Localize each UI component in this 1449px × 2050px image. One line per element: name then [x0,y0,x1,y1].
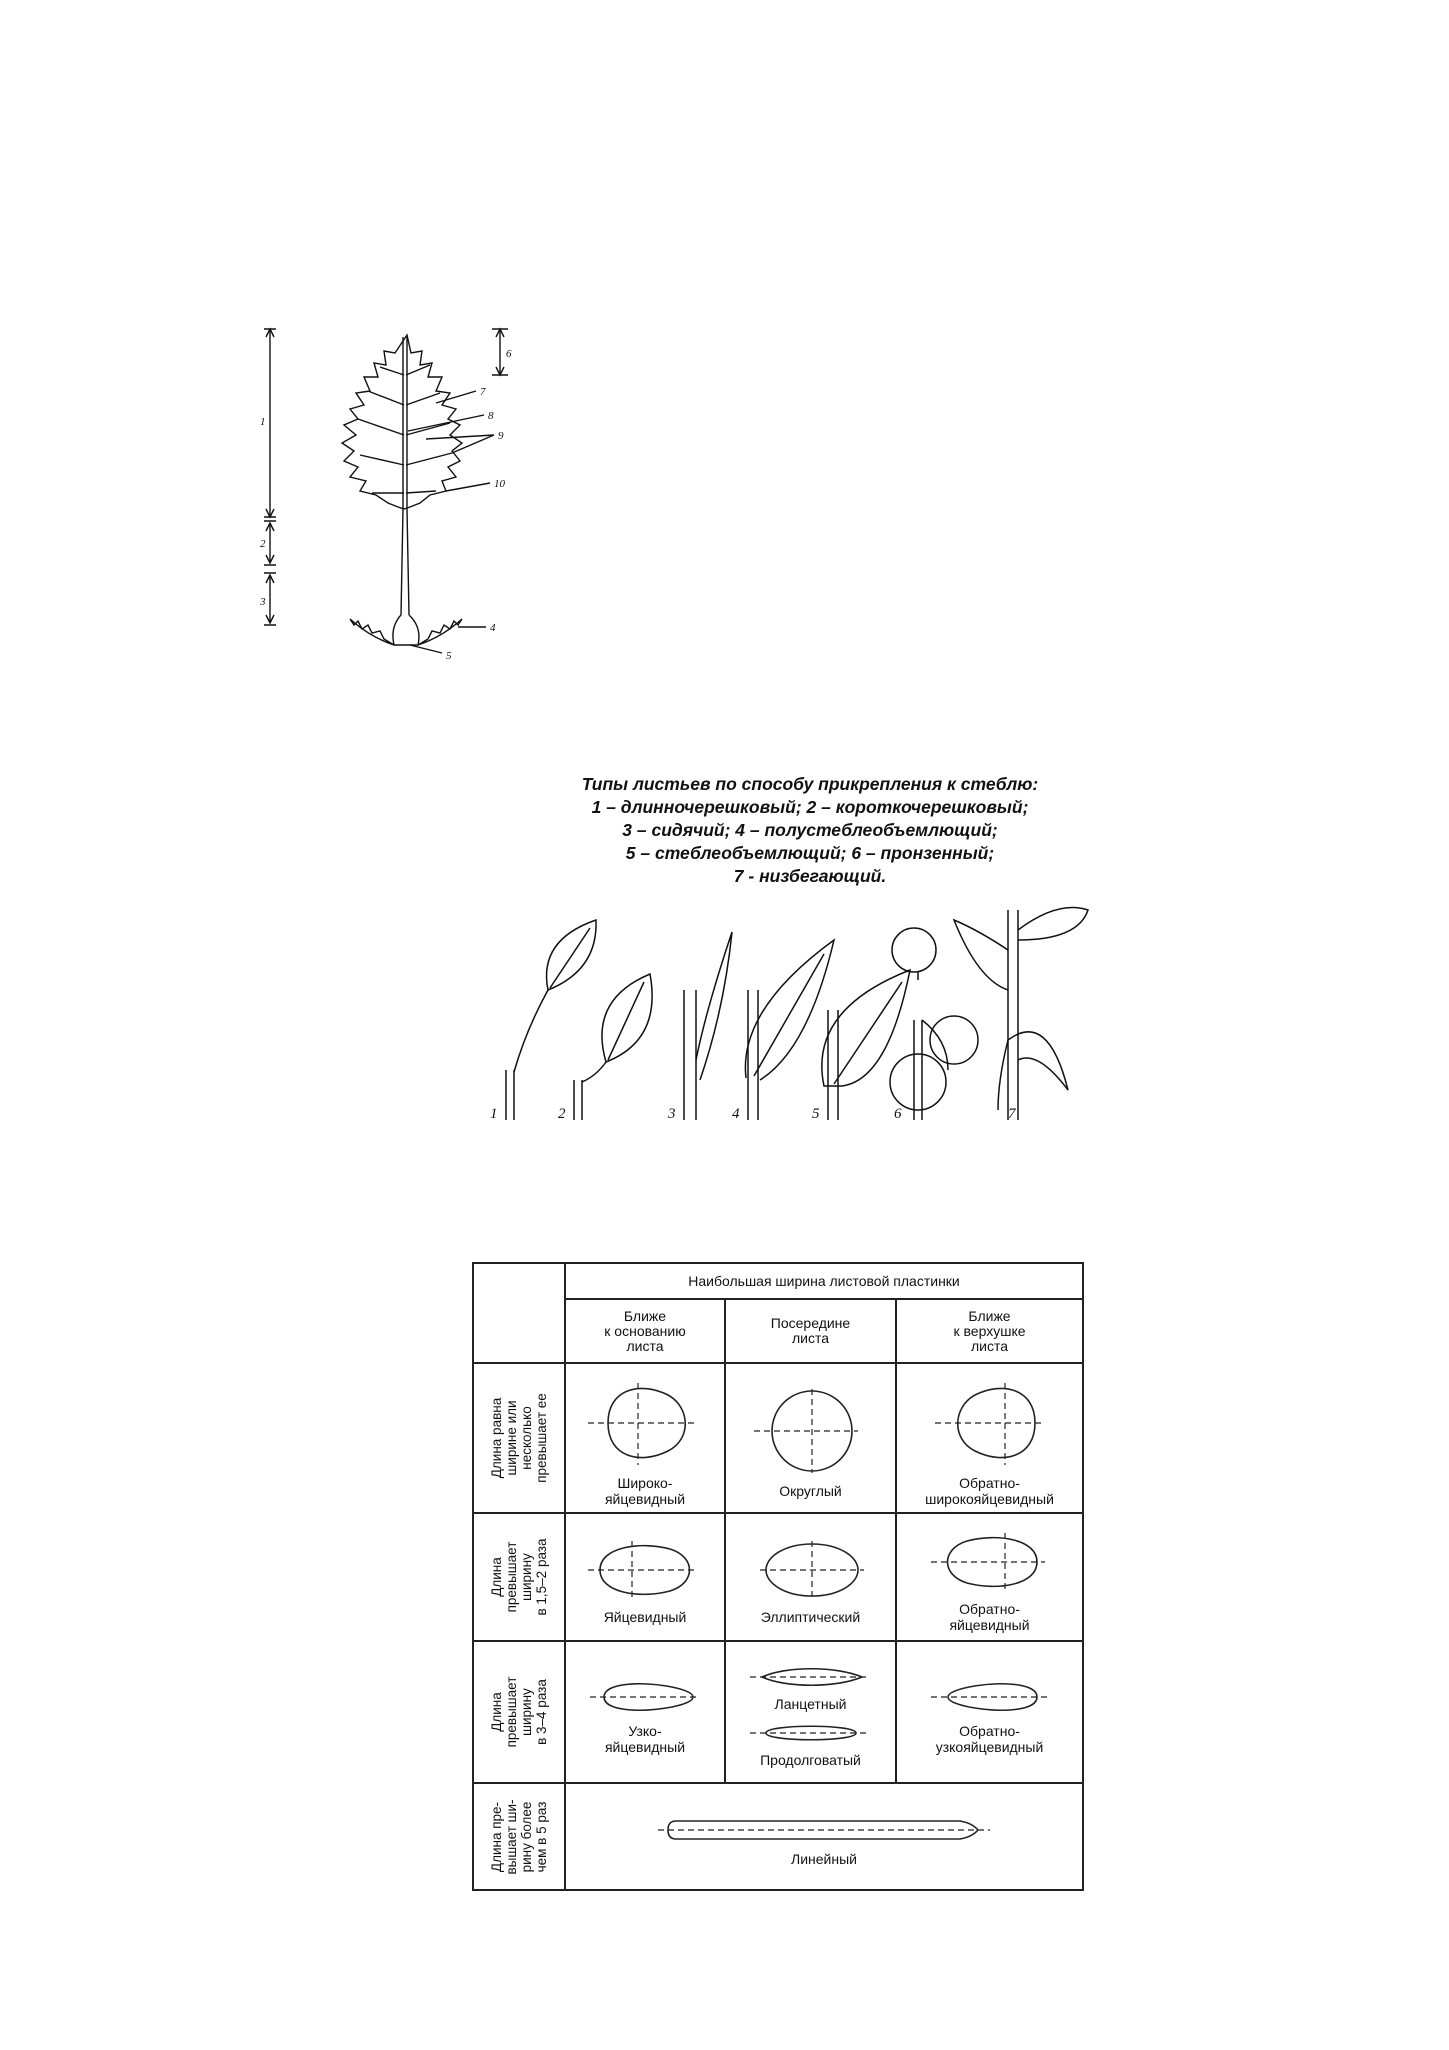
table-header: Наибольшая ширина листовой пластинки [565,1263,1083,1299]
label-3: 3 [260,596,266,608]
column-head-middle: Посередине листа [725,1299,896,1363]
shape-cell-round [725,1363,896,1513]
obovate-shape [925,1527,1055,1597]
row-head-3: Длина превышает ширину в 3–4 раза [473,1641,565,1783]
leaf-structure-diagram [230,315,560,695]
row-head-2: Длина превышает ширину в 1,5–2 раза [473,1513,565,1641]
shape-cell-lanceolate-oblong [725,1641,896,1783]
wide-ovate-shape [580,1375,710,1471]
round-shape [746,1383,876,1479]
label-1: 1 [260,416,266,428]
attach-num-7: 7 [1008,1106,1016,1122]
label-wide-ovate: Широко- яйцевидный [604,1475,686,1507]
label-5: 5 [446,650,452,662]
shape-cell-linear [565,1783,1083,1890]
attachment-types-caption [380,773,1240,888]
attach-num-5: 5 [812,1106,820,1122]
row-head-4: Длина пре- вышает ши- рину более чем в 5 раз [473,1783,565,1890]
attach-num-4: 4 [732,1106,740,1122]
column-head-tip: Ближе к верхушке листа [896,1299,1083,1363]
label-narrow-obovate: Обратно- узкояйцевидный [935,1723,1044,1755]
label-oblong: Продолговатый [760,1752,861,1768]
shape-cell-obovate [896,1513,1083,1641]
row-head-1: Длина равна ширине или несколько превышает ее [473,1363,565,1513]
attach-num-3: 3 [668,1106,676,1122]
shape-cell-obovate-wide [896,1363,1083,1513]
caption-line-5: 7 - низбегающий. [733,866,887,886]
label-elliptic: Эллиптический [760,1609,861,1625]
caption-line-4: 5 – стеблеобъемлющий; 6 – пронзенный; [625,843,995,863]
caption-line-1: Типы листьев по способу прикрепления к стеблю: [581,774,1039,794]
shape-cell-ovate [565,1513,725,1641]
label-10: 10 [494,478,505,490]
label-narrow-ovate: Узко- яйцевидный [604,1723,686,1755]
attach-num-6: 6 [894,1106,902,1122]
shape-cell-wide-ovate [565,1363,725,1513]
linear-shape [654,1813,994,1847]
corner-cell [473,1263,565,1363]
attach-num-2: 2 [558,1106,566,1122]
obovate-wide-shape [925,1375,1055,1471]
elliptic-shape [746,1535,876,1605]
label-obovate: Обратно- яйцевидный [949,1601,1030,1633]
attach-num-1: 1 [490,1106,498,1122]
label-6: 6 [506,348,512,360]
label-4: 4 [490,622,496,634]
lanceolate-shape [746,1662,876,1692]
caption-line-3: 3 – сидячий; 4 – полустеблеобъемлющий; [622,820,998,840]
leaf-shape-table [472,1262,1084,1891]
shape-cell-elliptic [725,1513,896,1641]
column-head-base: Ближе к основанию листа [565,1299,725,1363]
label-8: 8 [488,410,494,422]
label-round: Округлый [779,1483,842,1499]
ovate-shape [580,1535,710,1605]
label-obovate-wide: Обратно- широкояйцевидный [925,1475,1054,1507]
narrow-ovate-shape [580,1675,710,1719]
label-9: 9 [498,430,504,442]
shape-cell-narrow-obovate [896,1641,1083,1783]
label-ovate: Яйцевидный [603,1609,687,1625]
leaf-attachment-illustration [478,890,1118,1130]
label-2: 2 [260,538,266,550]
label-linear: Линейный [791,1850,857,1867]
shape-cell-narrow-ovate [565,1641,725,1783]
caption-line-2: 1 – длинночерешковый; 2 – короткочерешковый; [591,797,1029,817]
narrow-obovate-shape [925,1675,1055,1719]
label-7: 7 [480,386,486,398]
oblong-shape [746,1718,876,1748]
label-lanceolate: Ланцетный [774,1696,847,1712]
